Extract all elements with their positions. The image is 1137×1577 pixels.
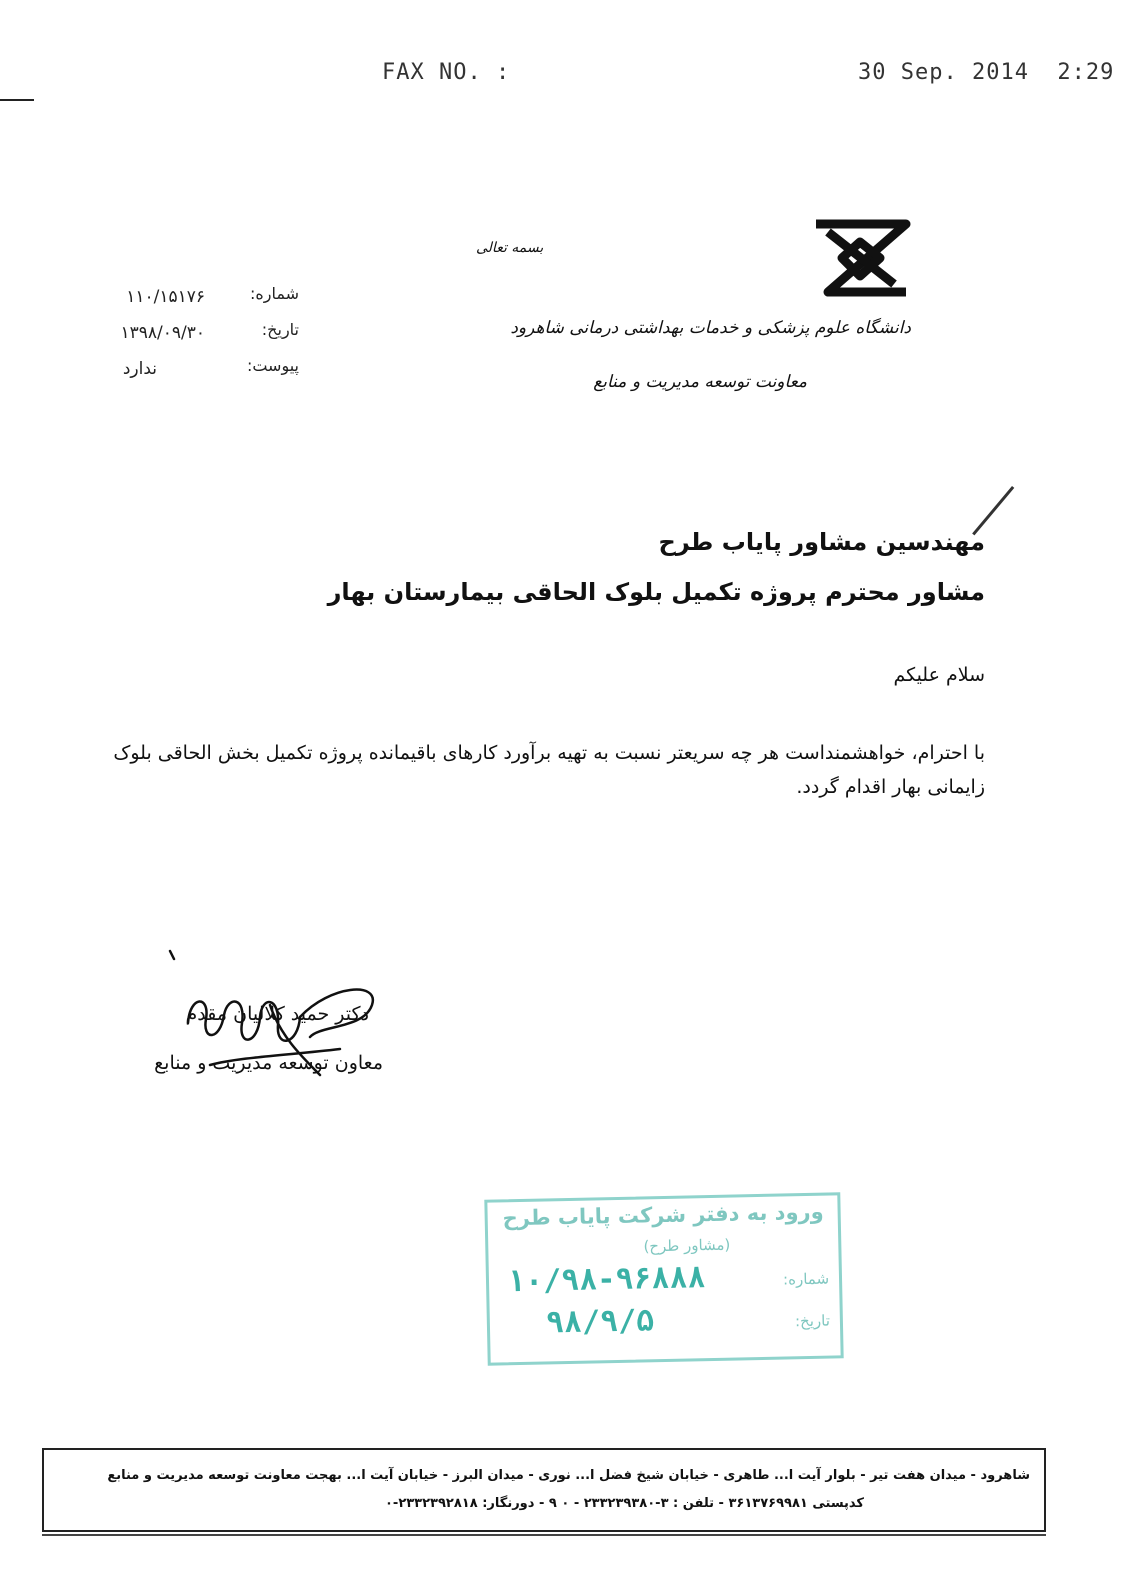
- footer-address: شاهرود - میدان هفت تیر - بلوار آیت ا... طاهری - خیابان شیخ فضل ا... نوری - میدان البرز - خیابان آیت ا... بهجت معاونت توسعه مدیریت و منابع: [107, 1468, 1030, 1483]
- recipient-line-1: مهندسین مشاور پایاب طرح: [658, 528, 985, 556]
- footer-contact: کدپستی ۳۶۱۳۷۶۹۹۸۱ - تلفن : ۳-۲۳۳۲۳۹۳۸۰ - ۰ ۹ - دورنگار: ۲۳۳۲۳۹۲۸۱۸-۰: [384, 1496, 864, 1511]
- edge-mark: [0, 99, 34, 101]
- stamp-date-label: تاریخ:: [794, 1311, 831, 1331]
- department-name: معاونت توسعه مدیریت و منابع: [593, 372, 807, 392]
- stamp-date: ۹۸/۹/۵: [545, 1303, 655, 1341]
- attachment-value: ندارد: [122, 359, 157, 379]
- recipient-line-2: مشاور محترم پروژه تکمیل بلوک الحاقی بیمارستان بهار: [327, 578, 985, 606]
- letter-date: ۱۳۹۸/۰۹/۳۰: [120, 323, 205, 343]
- university-emblem-icon: [808, 214, 914, 302]
- letter-body: با احترام، خواهشمنداست هر چه سریعتر نسبت به تهیه برآورد کارهای باقیمانده پروژه تکمیل بخش الحاقی بلوک زایمانی بهار اقدام گردد.: [113, 742, 985, 798]
- receipt-stamp: [484, 1192, 843, 1365]
- stamp-title: ورود به دفتر شرکت پایاب طرح: [502, 1199, 824, 1231]
- stamp-subtitle: (مشاور طرح): [643, 1235, 731, 1256]
- university-name: دانشگاه علوم پزشکی و خدمات بهداشتی درمانی شاهرود: [510, 318, 911, 338]
- fax-number-label: FAX NO. :: [382, 60, 511, 85]
- date-label: تاریخ:: [261, 320, 299, 339]
- letter-number: ۱۱۰/۱۵۱۷۶: [126, 287, 205, 307]
- bismillah: بسمه تعالی: [476, 240, 544, 256]
- greeting: سلام علیکم: [893, 664, 985, 686]
- fax-datetime: 30 Sep. 2014 2:29: [858, 60, 1115, 85]
- number-label: شماره:: [249, 284, 299, 303]
- signatory-name: دکتر حمید کلالیان مقدم: [185, 1003, 369, 1025]
- stamp-number-label: شماره:: [782, 1269, 830, 1289]
- footer-address-box: [42, 1448, 1046, 1532]
- footer-rule: [42, 1534, 1046, 1536]
- stamp-number: ۱۰/۹۸-۹۶۸۸۸: [506, 1260, 707, 1300]
- signatory-title: معاون توسعه مدیریت و منابع: [154, 1052, 383, 1074]
- attachment-label: پیوست:: [246, 356, 299, 375]
